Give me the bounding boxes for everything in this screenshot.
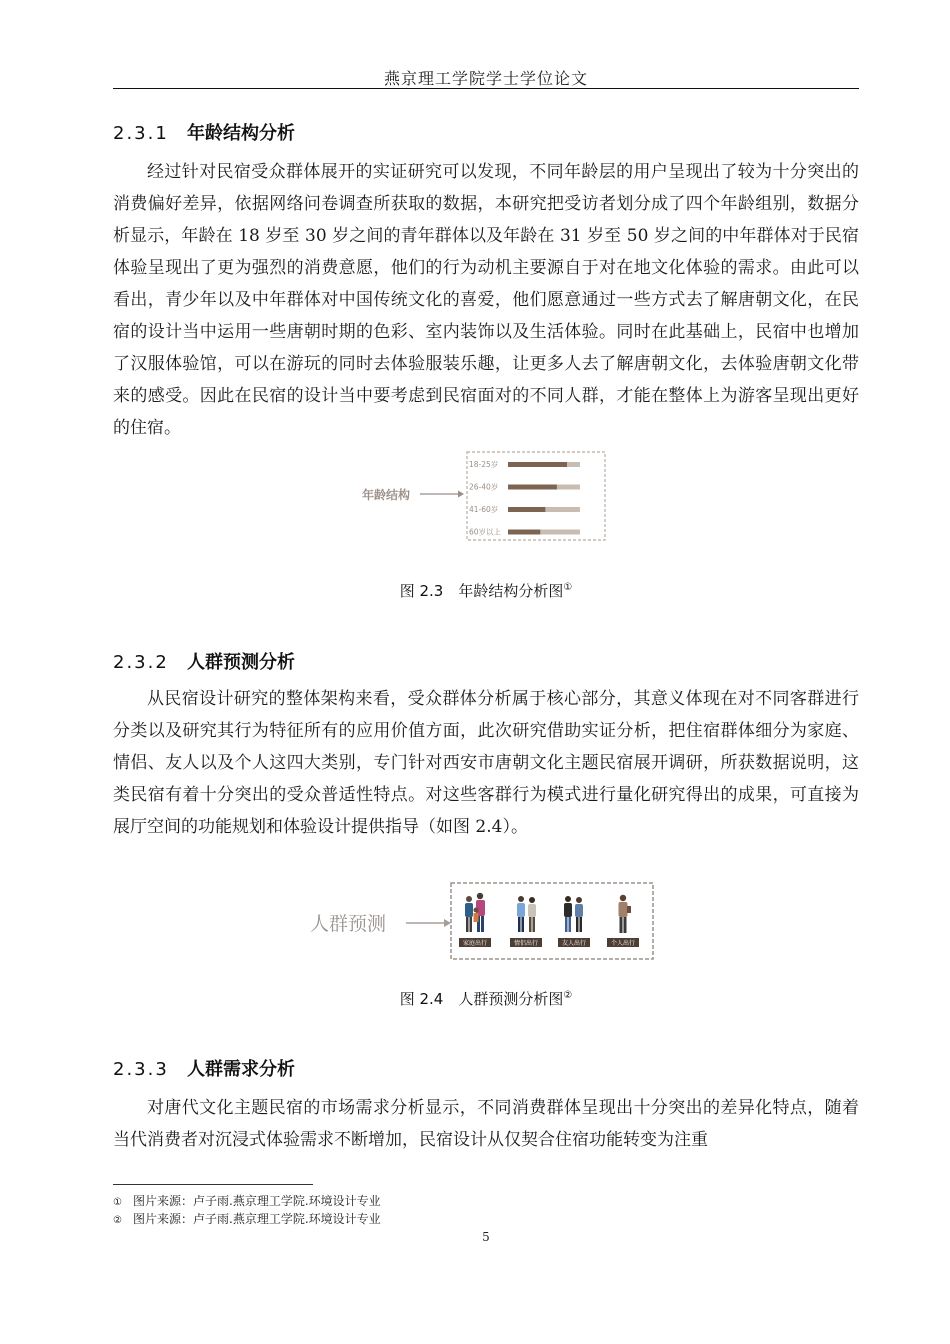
figure-caption-2-3 <box>113 580 859 601</box>
figure-label: 年龄结构 <box>362 488 411 502</box>
body-paragraph: 对唐代文化主题民宿的市场需求分析显示，不同消费群体呈现出十分突出的差异化特点，随着当代消费者对沉浸式体验需求不断增加，民宿设计从仅契合住宿功能转变为注重 <box>113 1098 859 1150</box>
section-heading-2-3-1 <box>113 119 295 145</box>
footnote-rule <box>113 1184 313 1185</box>
bar-remainder <box>545 507 580 512</box>
section-title: 人群预测分析 <box>187 652 295 673</box>
section-number: 2.3.3 <box>113 1059 169 1080</box>
bar-remainder <box>557 485 580 490</box>
bar-remainder <box>540 530 580 535</box>
bar-share <box>508 530 540 535</box>
arrow-icon <box>420 491 464 498</box>
group-label: 友人出行 <box>561 940 587 947</box>
bar-share <box>508 485 557 490</box>
bar-remainder <box>567 462 580 467</box>
footnote-marker: ① <box>563 582 573 593</box>
bar-share <box>508 507 545 512</box>
running-header: 燕京理工学院学士学位论文 <box>383 69 588 88</box>
group-label: 情侣出行 <box>513 940 539 947</box>
footnote-1 <box>113 1192 381 1209</box>
caption-text: 图 2.3 年龄结构分析图 <box>399 582 564 600</box>
page-number: 5 <box>482 1230 490 1244</box>
tick-label: 26-40岁 <box>469 482 499 492</box>
footnote-text: 图片来源：卢子雨.燕京理工学院.环境设计专业 <box>133 1212 381 1226</box>
footnote-marker: ② <box>563 990 573 1001</box>
body-paragraph: 经过针对民宿受众群体展开的实证研究可以发现，不同年龄层的用户呈现出了较为十分突出的消费偏好差异，依据网络问卷调查所获取的数据，本研究把受访者划分成了四个年龄组别，数据分析显示，年龄在 18 岁至 30 岁之间的青年群体以及年龄在 31 岁至 50 岁之间的中年群体对于民宿体验呈现出了更为强烈的消费意愿，他们的行为动机主要源自于对在地文化体验的需求。由此可以看出，青少年以及中年群体对中国传统文化的喜爱，他们愿意通过一些方式去了解唐朝文化，在民宿的设计当中运用一些唐朝时期的色彩、室内装饰以及生活体验。同时在此基础上，民宿中也增加了汉服体验馆，可以在游玩的同时去体验服装乐趣，让更多人去了解唐朝文化，去体验唐朝文化带来的感受。因此在民宿的设计当中要考虑到民宿面对的不同人群，才能在整体上为游客呈现出更好的住宿。 <box>113 162 859 438</box>
friends-people-icon <box>564 896 583 932</box>
crowd-forecast-figure <box>306 880 656 964</box>
tick-label: 18-25岁 <box>469 460 499 469</box>
age-structure-figure <box>356 450 608 544</box>
section-title: 人群需求分析 <box>187 1059 295 1080</box>
group-label: 家庭出行 <box>462 940 488 947</box>
figure-label: 人群预测 <box>310 913 387 935</box>
section-number: 2.3.1 <box>113 123 169 144</box>
header-rule <box>113 88 859 89</box>
couple-people-icon <box>517 896 536 932</box>
section-number: 2.3.2 <box>113 652 169 673</box>
bar-share <box>508 462 567 467</box>
tick-label: 41-60岁 <box>469 505 499 514</box>
body-paragraph: 从民宿设计研究的整体架构来看，受众群体分析属于核心部分，其意义体现在对不同客群进行分类以及研究其行为特征所有的应用价值方面，此次研究借助实证分析，把住宿群体细分为家庭、情侣、友人以及个人这四大类别，专门针对西安市唐朝文化主题民宿展开调研，所获数据说明，这类民宿有着十分突出的受众普适性特点。对这些客群行为模式进行量化研究得出的成果，可直接为展厅空间的功能规划和体验设计提供指导（如图 2.4）。 <box>113 689 859 837</box>
arrow-icon <box>406 919 451 927</box>
chart-bars <box>469 459 580 537</box>
footnote-mark: ① <box>113 1197 122 1208</box>
tick-label: 60岁以上 <box>469 527 502 537</box>
caption-text: 图 2.4 人群预测分析图 <box>399 990 564 1008</box>
footnote-mark: ② <box>113 1215 122 1226</box>
figure-caption-2-4 <box>113 988 859 1009</box>
section-heading-2-3-3 <box>113 1055 295 1081</box>
section-title: 年龄结构分析 <box>187 123 295 144</box>
family-people-icon <box>465 893 485 932</box>
section-heading-2-3-2 <box>113 648 295 674</box>
group-label: 个人出行 <box>610 940 636 947</box>
footnote-text: 图片来源：卢子雨.燕京理工学院.环境设计专业 <box>133 1194 381 1208</box>
footnote-2 <box>113 1210 381 1227</box>
individual-person-icon <box>619 895 632 933</box>
group-labels <box>459 938 639 947</box>
